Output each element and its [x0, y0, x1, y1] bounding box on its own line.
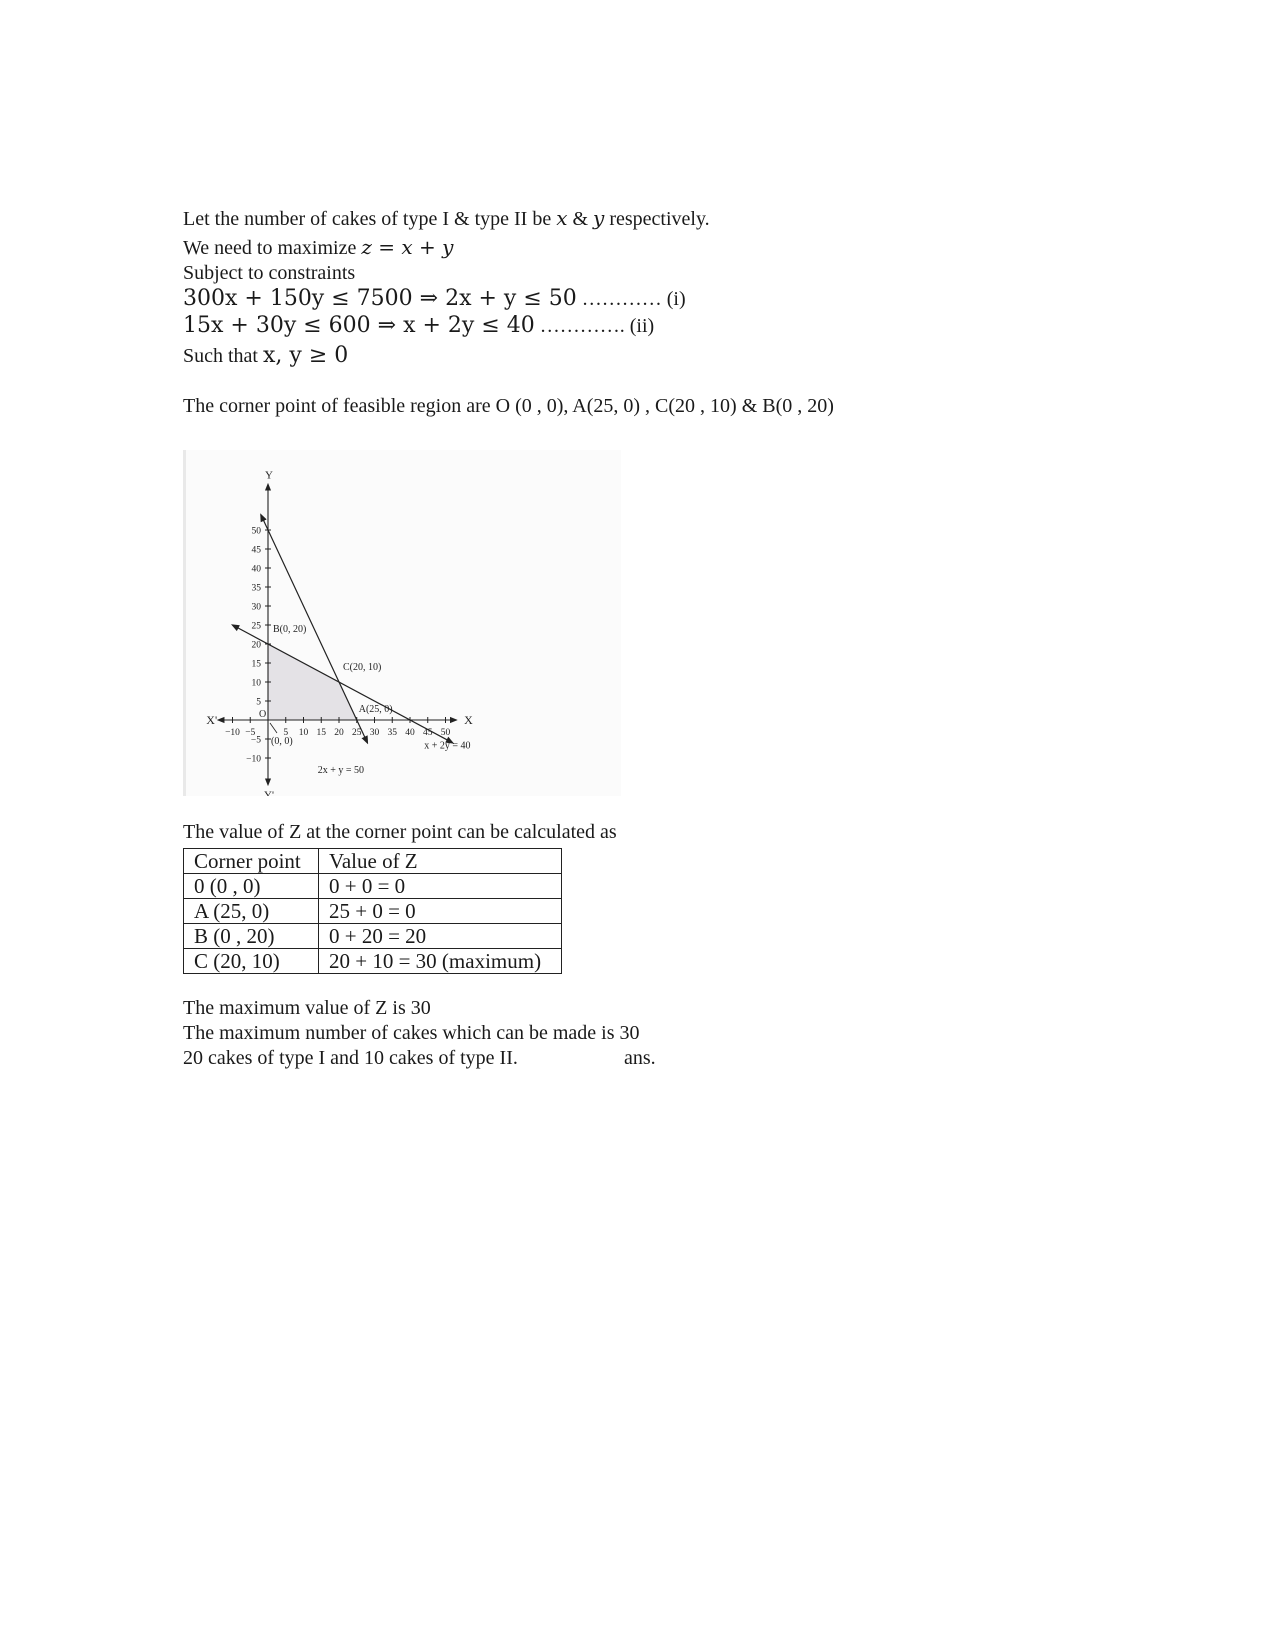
feasible-region: [268, 644, 357, 720]
table-cell: A (25, 0): [184, 899, 319, 924]
y-tick-label: 20: [251, 640, 261, 651]
intro-text-end: respectively.: [604, 208, 710, 230]
point-label: A(25, 0): [358, 704, 393, 715]
header-corner-point: Corner point: [184, 849, 319, 874]
point-label: (0, 0): [271, 736, 293, 747]
conclusion-line-1: The maximum value of Z is 30: [183, 997, 431, 1019]
y-tick-label: 45: [251, 545, 261, 556]
table-row: [184, 924, 562, 949]
conclusion-line-3: 20 cakes of type I and 10 cakes of type II.: [183, 1047, 518, 1069]
constraint-2-tag: …………. (ii): [534, 315, 655, 337]
x-tick-label: −5: [245, 728, 256, 738]
constraint-1: [183, 288, 686, 310]
intro-line-1: [183, 208, 710, 229]
constraint-line-2: [233, 625, 453, 743]
lpp-graph: [183, 450, 621, 796]
lpp-graph-svg: [186, 450, 621, 796]
constraints-heading: Subject to constraints: [183, 262, 356, 284]
y-tick-label: 10: [251, 678, 261, 689]
x-tick-label: 45: [423, 728, 433, 738]
objective-text: We need to maximize: [183, 237, 362, 259]
constraint-2: [183, 315, 654, 337]
objective-formula: z = x + y: [361, 235, 454, 259]
y-axis-label: Y: [265, 469, 273, 482]
x-tick-label: 30: [369, 728, 380, 738]
x-tick-label: 40: [405, 728, 415, 738]
y-tick-label: 15: [251, 659, 261, 670]
y-tick-label: 40: [251, 564, 261, 575]
x-tick-label: 50: [440, 728, 451, 738]
amp-text: &: [567, 208, 594, 230]
constraint-1-formula: 300x + 150y ≤ 7500 ⇒ 2x + y ≤ 50: [183, 286, 577, 311]
intro-text: Let the number of cakes of type I & type II be: [183, 208, 557, 230]
constraint-1-tag: ………… (i): [576, 288, 686, 310]
table-cell: 20 + 10 = 30 (maximum): [319, 949, 562, 974]
y-tick-label: 35: [251, 583, 261, 594]
point-label: C(20, 10): [343, 662, 382, 673]
nonnegativity-text: Such that: [183, 345, 263, 367]
objective-line: [183, 237, 453, 258]
y-tick-label: 25: [251, 621, 261, 632]
x-tick-label: 35: [387, 728, 397, 738]
table-row: [184, 874, 562, 899]
header-value-z: Value of Z: [319, 849, 562, 874]
nonnegativity-line: [183, 345, 348, 367]
y-tick-label: 50: [251, 526, 261, 537]
origin-label: O: [259, 709, 267, 720]
line-label-2: x + 2y = 40: [424, 740, 471, 752]
x-neg-axis-label: X': [206, 713, 218, 727]
x-tick-label: 5: [283, 728, 289, 738]
y-tick-label: 5: [256, 697, 261, 708]
corner-points-text: The corner point of feasible region are O (0 , 0), A(25, 0) , C(20 , 10) & B(0 , 20): [183, 395, 834, 417]
table-cell: 0 (0 , 0): [184, 874, 319, 899]
var-y: y: [593, 206, 605, 230]
x-axis-label: X: [464, 713, 473, 727]
line-label-1: 2x + y = 50: [317, 765, 364, 777]
x-tick-label: 20: [334, 728, 344, 738]
x-tick-label: 10: [298, 728, 309, 738]
table-row: [184, 899, 562, 924]
conclusion-line-2: The maximum number of cakes which can be made is 30: [183, 1022, 640, 1044]
table-row: [184, 949, 562, 974]
var-x: x: [556, 206, 568, 230]
table-cell: 0 + 0 = 0: [319, 874, 562, 899]
x-tick-label: −10: [225, 728, 240, 738]
y-neg-axis-label: Y': [264, 789, 274, 796]
table-cell: 25 + 0 = 0: [319, 899, 562, 924]
y-tick-label: −5: [250, 735, 261, 746]
constraint-2-formula: 15x + 30y ≤ 600 ⇒ x + 2y ≤ 40: [183, 313, 535, 338]
x-tick-label: 25: [352, 728, 362, 738]
answer-tag: ans.: [624, 1047, 656, 1069]
table-cell: C (20, 10): [184, 949, 319, 974]
nonnegativity-formula: x, y ≥ 0: [263, 343, 349, 368]
table-cell: 0 + 20 = 20: [319, 924, 562, 949]
x-tick-label: 15: [316, 728, 326, 738]
y-tick-label: 30: [251, 602, 261, 613]
point-label: B(0, 20): [273, 624, 307, 635]
y-tick-label: −10: [246, 754, 261, 765]
origin-leader: [270, 723, 277, 733]
table-header-row: [184, 849, 562, 874]
z-value-table: [183, 848, 562, 974]
table-cell: B (0 , 20): [184, 924, 319, 949]
table-intro: The value of Z at the corner point can be calculated as: [183, 821, 617, 843]
